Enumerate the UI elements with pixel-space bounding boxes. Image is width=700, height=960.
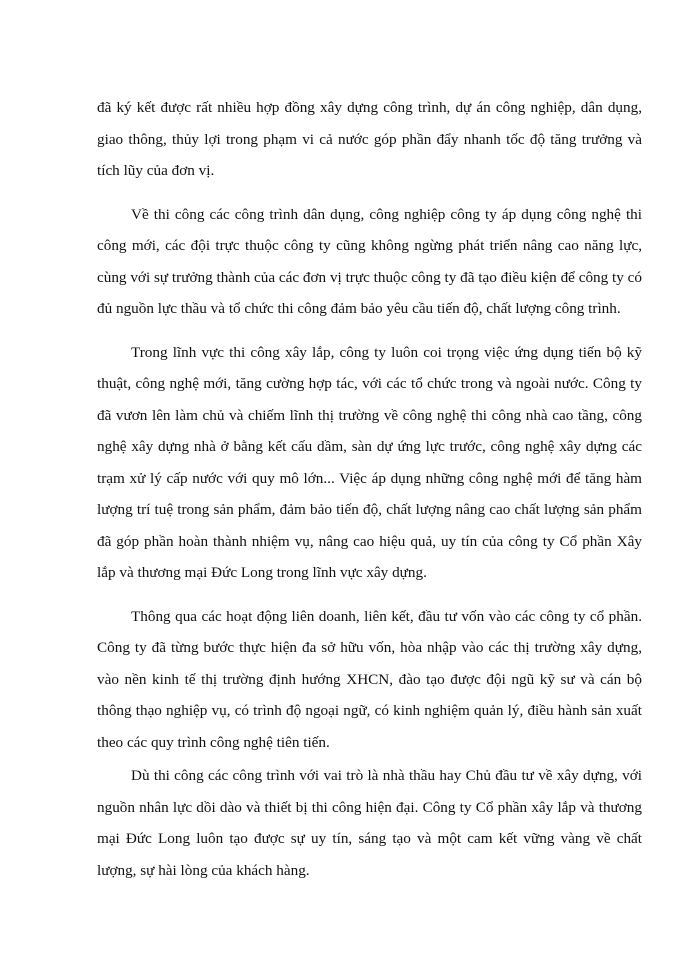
paragraph-1: đã ký kết được rất nhiều hợp đồng xây dựng công trình, dự án công nghiệp, dân dụng, giao thông, thủy lợi trong phạm vi cả nước góp phần đẩy nhanh tốc độ tăng trưởng và tích lũy của đơn vị.: [97, 99, 642, 179]
document-body: [97, 92, 642, 886]
paragraph-4: Thông qua các hoạt động liên doanh, liên kết, đầu tư vốn vào các công ty cổ phần. Công ty đã từng bước thực hiện đa sở hữu vốn, hòa nhập vào các thị trường xây dựng, vào nền kinh tế thị trường định hướng XHCN, đào tạo được đội ngũ kỹ sư và cán bộ thông thạo nghiệp vụ, có trình độ ngoại ngữ, có kinh nghiệm quản lý, điều hành sản xuất theo các quy trình công nghệ tiên tiến.: [97, 607, 642, 751]
paragraph-2: Về thi công các công trình dân dụng, công nghiệp công ty áp dụng công nghệ thi công mới, các đội trực thuộc công ty cũng không ngừng phát triển nâng cao năng lực, cùng với sự trưởng thành của các đơn vị trực thuộc công ty đã tạo điều kiện để công ty có đủ nguồn lực thầu và tổ chức thi công đảm bảo yêu cầu tiến độ, chất lượng công trình.: [97, 205, 642, 317]
paragraph-3: Trong lĩnh vực thi công xây lắp, công ty luôn coi trọng việc ứng dụng tiến bộ kỹ thuật, công nghệ mới, tăng cường hợp tác, với các tổ chức trong và ngoài nước. Công ty đã vươn lên làm chủ và chiếm lĩnh thị trường về công nghệ thi công nhà cao tầng, công nghệ xây dựng nhà ở bằng kết cấu dầm, sàn dự ứng lực trước, công nghệ xây dựng các trạm xử lý cấp nước với quy mô lớn... Việc áp dụng những công nghệ mới để tăng hàm lượng trí tuệ trong sản phẩm, đảm bảo tiến độ, chất lượng nâng cao chất lượng sản phẩm đã góp phần hoàn thành nhiệm vụ, nâng cao hiệu quả, uy tín của công ty Cổ phần Xây lắp và thương mại Đức Long trong lĩnh vực xây dựng.: [97, 343, 642, 581]
paragraph-5: Dù thi công các công trình với vai trò là nhà thầu hay Chủ đầu tư về xây dựng, với nguồn nhân lực dồi dào và thiết bị thi công hiện đại. Công ty Cổ phần xây lắp và thương mại Đức Long luôn tạo được sự uy tín, sáng tạo và một cam kết vững vàng về chất lượng, sự hài lòng của khách hàng.: [97, 767, 642, 879]
